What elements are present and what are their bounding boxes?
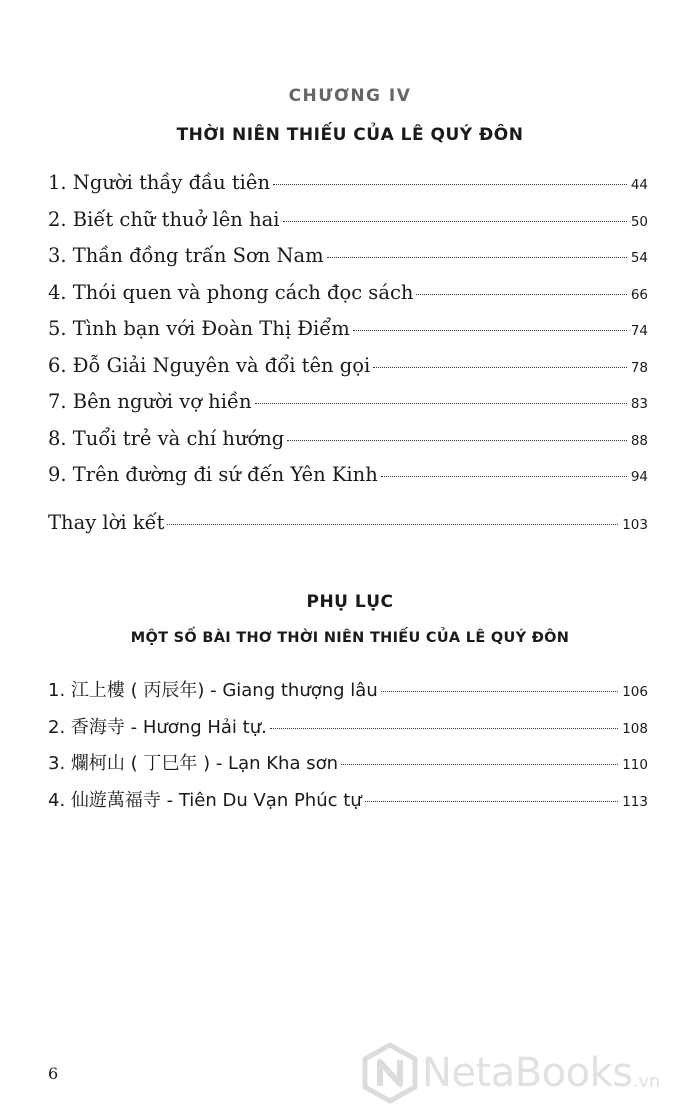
toc-entry-title: Thay lời kết [48, 511, 165, 534]
toc-entry[interactable] [48, 783, 648, 820]
toc-entry[interactable] [48, 275, 648, 312]
toc-entry-title: 6. Đỗ Giải Nguyên và đổi tên gọi [48, 353, 371, 377]
toc-entry[interactable] [48, 421, 648, 458]
toc-entry[interactable] [48, 457, 648, 494]
toc-entry-title: 1. 江上樓 ( 丙辰年) - Giang thượng lâu [48, 680, 378, 701]
toc-entry-page: 50 [630, 213, 648, 230]
toc-entry[interactable] [48, 238, 648, 275]
toc-entry-title: 3. Thần đồng trấn Sơn Nam [48, 244, 324, 267]
appendix-label: PHỤ LỤC [306, 592, 394, 612]
toc-entry[interactable] [48, 311, 648, 348]
toc-entry-title: 5. Tình bạn với Đoàn Thị Điểm [48, 317, 350, 340]
dot-leader [270, 728, 618, 729]
dot-leader [273, 184, 627, 185]
toc-entry-page: 110 [622, 757, 648, 773]
toc-entry-title: 3. 爛柯山 ( 丁巳年 ) - Lạn Kha sơn [48, 753, 338, 774]
toc-entry[interactable] [48, 165, 648, 202]
watermark-suffix: .vn [632, 1071, 661, 1092]
toc-entry-title: 7. Bên người vợ hiền [48, 390, 252, 413]
dot-leader [341, 764, 618, 765]
toc-entry-page: 78 [630, 359, 648, 376]
toc-entry-title: 2. 香海寺 - Hương Hải tự. [48, 716, 267, 738]
appendix-toc [48, 673, 648, 819]
dot-leader [283, 221, 627, 222]
appendix-title: MỘT SỐ BÀI THƠ THỜI NIÊN THIẾU CỦA LÊ QUÝ ĐÔN [130, 630, 570, 646]
toc-entry-page: 94 [630, 469, 648, 485]
toc-entry[interactable] [48, 202, 648, 239]
toc-entry-title: 2. Biết chữ thuở lên hai [48, 207, 280, 231]
toc-entry-page: 113 [622, 793, 648, 810]
toc-entry-page: 66 [630, 286, 648, 303]
dot-leader [381, 476, 627, 477]
page-number: 6 [48, 1064, 59, 1083]
toc-entry-title: 9. Trên đường đi sứ đến Yên Kinh [48, 463, 378, 486]
toc-entry-closing[interactable] [48, 505, 648, 542]
toc-entry-title: 4. Thói quen và phong cách đọc sách [48, 280, 414, 304]
netabooks-logo-icon [362, 1042, 418, 1104]
toc-entry[interactable] [48, 746, 648, 783]
toc-entry-page: 88 [630, 432, 648, 449]
dot-leader [353, 330, 627, 331]
dot-leader [373, 367, 627, 368]
closing-toc [48, 505, 648, 542]
toc-entry-page: 83 [630, 396, 648, 412]
chapter-toc [48, 165, 648, 494]
toc-entry-page: 103 [622, 517, 648, 533]
dot-leader [416, 294, 626, 295]
dot-leader [167, 524, 618, 525]
watermark-text: NetaBooks [422, 1050, 633, 1096]
toc-entry-title: 8. Tuổi trẻ và chí hướng [48, 426, 285, 450]
toc-entry-page: 108 [622, 720, 648, 737]
toc-entry[interactable] [48, 673, 648, 710]
dot-leader [381, 691, 618, 692]
toc-entry-page: 74 [630, 323, 648, 339]
toc-entry[interactable] [48, 348, 648, 385]
dot-leader [327, 257, 627, 258]
dot-leader [365, 801, 619, 802]
toc-entry-page: 44 [630, 177, 648, 193]
toc-entry[interactable] [48, 384, 648, 421]
watermark [362, 1040, 692, 1106]
toc-entry-page: 106 [622, 684, 648, 700]
toc-entry[interactable] [48, 710, 648, 747]
toc-entry-page: 54 [630, 250, 648, 266]
toc-entry-title: 4. 仙遊萬福寺 - Tiên Du Vạn Phúc tự [48, 789, 362, 811]
chapter-title: THỜI NIÊN THIẾU CỦA LÊ QUÝ ĐÔN [176, 125, 524, 145]
chapter-label: CHƯƠNG IV [288, 86, 412, 106]
dot-leader [287, 440, 627, 441]
toc-entry-title: 1. Người thầy đầu tiên [48, 171, 271, 194]
dot-leader [255, 403, 627, 404]
